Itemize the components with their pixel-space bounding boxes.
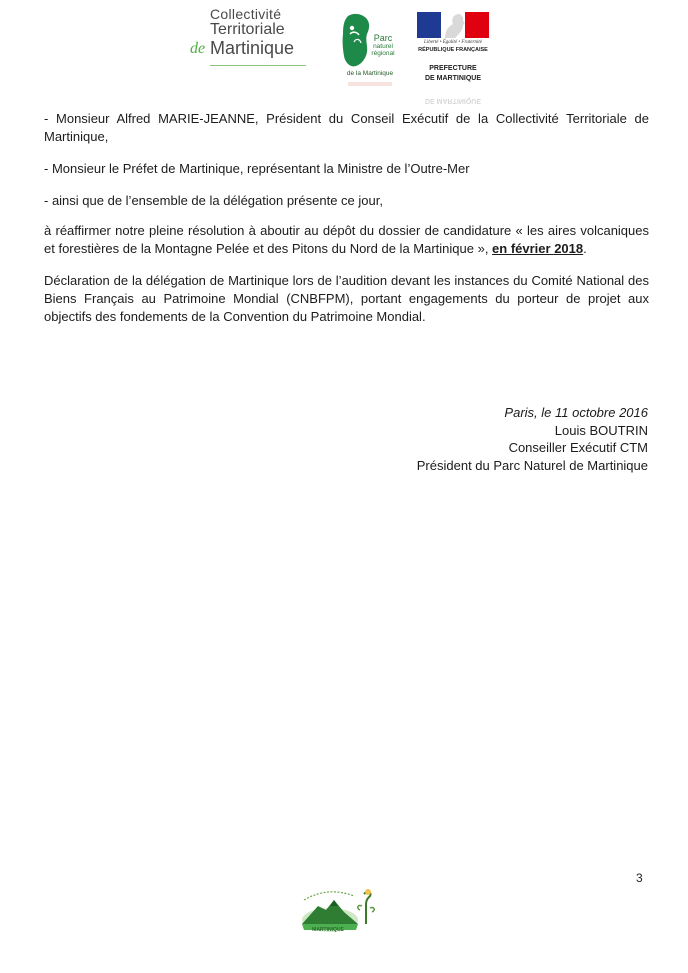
flag-red-band — [465, 12, 489, 38]
mountain-landscape-icon — [298, 884, 382, 932]
republique-francaise-logo — [415, 12, 491, 108]
pnr-logo-naturel: naturel — [373, 43, 393, 50]
ctm-logo-line3: Martinique — [210, 38, 295, 58]
ctm-logo-line1: Collectivité — [210, 6, 282, 22]
resolution-date: en février 2018 — [492, 241, 584, 256]
prefecture-line1: PREFECTURE — [429, 65, 477, 72]
ctm-logo — [188, 6, 310, 70]
prefecture-line2: DE MARTINIQUE — [425, 75, 481, 82]
flag-blue-band — [417, 12, 441, 38]
pnr-logo-text — [365, 33, 401, 57]
patrimoine-mondial-logo — [298, 884, 382, 940]
pnr-logo-foot: de la Martinique — [346, 70, 394, 77]
signature-name: Louis BOUTRIN — [554, 422, 648, 438]
rf-motto: Liberté • Égalité • Fraternité — [424, 40, 482, 45]
resolution-text: à réaffirmer notre pleine résolution à aboutir au dépôt du dossier de candidature « les aires volcaniques et forestières de la Montagne Pelée et des Pitons du Nord de la Martinique », — [44, 223, 649, 256]
signature-place-date: Paris, le 11 octobre 2016 — [504, 405, 648, 420]
ctm-logo-de: de — [190, 40, 206, 57]
prefecture-reflection: DE MARTINIQUE — [425, 97, 481, 104]
pnr-logo-reflection — [348, 82, 392, 86]
paragraph-declaration: Déclaration de la délégation de Martinique lors de l’audition devant les instances du Comité National des Biens Français au Patrimoine Mondial (CNBFPM), portant engagements du porteur de projet aux objectifs des fondements de la Convention du Patrimoine Mondial. — [44, 273, 649, 324]
marianne-flag-icon — [417, 12, 489, 38]
flag-white-band — [441, 12, 465, 38]
signature-title-2: Président du Parc Naturel de Martinique — [416, 457, 648, 473]
ctm-logo-rule — [210, 65, 306, 66]
rf-name: RÉPUBLIQUE FRANÇAISE — [418, 47, 488, 53]
signature-title-1: Conseiller Exécutif CTM — [508, 440, 648, 455]
paragraph-delegation: - ainsi que de l’ensemble de la délégation présente ce jour, — [44, 193, 383, 208]
marianne-profile-icon — [441, 12, 465, 38]
pnr-logo-parc: Parc — [373, 33, 393, 43]
ctm-logo-line2: Territoriale — [210, 21, 285, 38]
pnr-logo-regional: régional — [371, 50, 395, 57]
footer-logo-caption: MARTINIQUE — [312, 927, 344, 933]
paragraph-resolution — [44, 222, 649, 258]
pnr-logo — [340, 12, 400, 82]
paragraph-prefet: - Monsieur le Préfet de Martinique, représentant la Ministre de l’Outre-Mer — [44, 161, 470, 176]
page-number: 3 — [636, 871, 643, 885]
signature-block — [417, 404, 648, 474]
paragraph-president: - Monsieur Alfred MARIE-JEANNE, Président du Conseil Exécutif de la Collectivité Territoriale de Martinique, — [44, 111, 649, 144]
prefecture-label — [415, 64, 491, 84]
resolution-end: . — [583, 241, 587, 256]
